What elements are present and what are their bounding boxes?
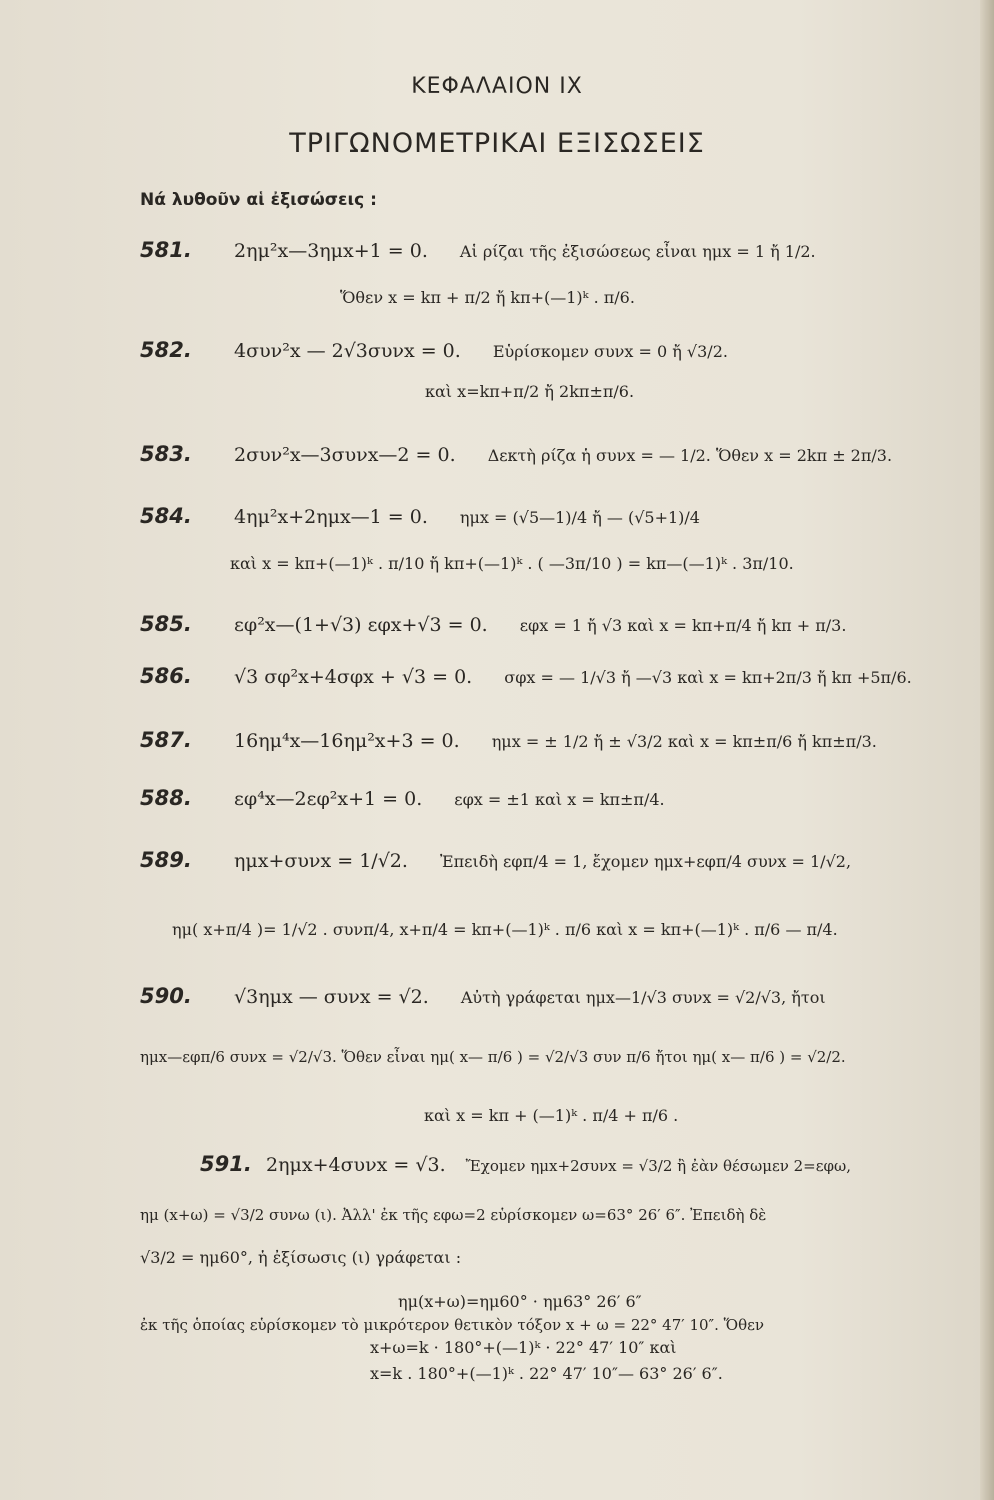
solution-text: Αἱ ρίζαι τῆς ἐξισώσεως εἶναι ημx = 1 ἤ 1/2. [459, 242, 816, 261]
solution-text: ημx = ± 1/2 ἤ ± √3/2 καὶ x = kπ±π/6 ἤ kπ±π/3. [491, 732, 877, 751]
problem-584 [140, 506, 700, 527]
equation: 2συν²x—3συνx—2 = 0. [234, 444, 456, 466]
continuation-line: ημ (x+ω) = √3/2 συνω (ι). Ἀλλ' ἐκ τῆς εφω=2 εὑρίσκομεν ω=63° 26′ 6″. Ἐπειδὴ δὲ [140, 1206, 767, 1224]
problem-number: 582. [140, 338, 192, 362]
problem-586 [140, 666, 912, 687]
equation: 2ημ²x—3ημx+1 = 0. [234, 240, 428, 262]
page-edge-shadow [980, 0, 994, 1500]
problem-number: 591. [200, 1152, 252, 1176]
problem-number: 585. [140, 612, 192, 636]
problem-number: 583. [140, 442, 192, 466]
problem-590 [140, 986, 826, 1007]
problem-587 [140, 730, 877, 751]
problem-591 [200, 1154, 851, 1175]
continuation-line: ημ( x+π/4 )= 1/√2 . συνπ/4, x+π/4 = kπ+(—1)ᵏ . π/6 καὶ x = kπ+(—1)ᵏ . π/6 — π/4. [172, 920, 838, 939]
equation: 2ημx+4συνx = √3. [266, 1154, 446, 1176]
solution-text: Δεκτὴ ρίζα ἡ συνx = — 1/2. Ὅθεν x = 2kπ ± 2π/3. [487, 446, 893, 465]
equation: 16ημ⁴x—16ημ²x+3 = 0. [234, 730, 460, 752]
continuation-line: ημ(x+ω)=ημ60° · ημ63° 26′ 6″ [398, 1292, 642, 1311]
equation: εφ²x—(1+√3) εφx+√3 = 0. [234, 614, 488, 636]
continuation-line: καὶ x = kπ + (—1)ᵏ . π/4 + π/6 . [424, 1106, 679, 1125]
solution-text: εφx = ±1 καὶ x = kπ±π/4. [454, 790, 665, 809]
equation: √3ημx — συνx = √2. [234, 986, 429, 1008]
equation: εφ⁴x—2εφ²x+1 = 0. [234, 788, 423, 810]
continuation-line: √3/2 = ημ60°, ἡ ἐξίσωσις (ι) γράφεται : [140, 1248, 462, 1267]
problem-581 [140, 240, 816, 261]
problem-583 [140, 444, 892, 465]
problem-588 [140, 788, 665, 809]
problem-number: 588. [140, 786, 192, 810]
problem-number: 587. [140, 728, 192, 752]
continuation-line: καὶ x=kπ+π/2 ἤ 2kπ±π/6. [425, 382, 635, 401]
solution-text: Ἔχομεν ημx+2συνx = √3/2 ἢ ἐὰν θέσωμεν 2=εφω, [465, 1157, 852, 1175]
continuation-line: x+ω=k · 180°+(—1)ᵏ · 22° 47′ 10″ καὶ [370, 1338, 677, 1357]
continuation-line: καὶ x = kπ+(—1)ᵏ . π/10 ἤ kπ+(—1)ᵏ . ( —3π/10 ) = kπ—(—1)ᵏ . 3π/10. [230, 554, 794, 573]
solution-text: ημx = (√5—1)/4 ἤ — (√5+1)/4 [459, 508, 700, 527]
problem-number: 581. [140, 238, 192, 262]
problem-number: 590. [140, 984, 192, 1008]
problem-number: 589. [140, 848, 192, 872]
chapter-heading: ΚΕΦΑΛΑΙΟΝ IX [411, 74, 583, 99]
solution-text: σφx = — 1/√3 ἤ —√3 καὶ x = kπ+2π/3 ἤ kπ +5π/6. [504, 668, 912, 687]
solution-text: Εὑρίσκομεν συνx = 0 ἤ √3/2. [492, 342, 728, 361]
equation: 4ημ²x+2ημx—1 = 0. [234, 506, 428, 528]
continuation-line: ημx—εφπ/6 συνx = √2/√3. Ὅθεν εἶναι ημ( x— π/6 ) = √2/√3 συν π/6 ἤτοι ημ( x— π/6 ) = √2/2. [140, 1048, 846, 1066]
instruction-text: Νά λυθοῦν αἱ ἐξισώσεις : [140, 190, 377, 210]
equation: √3 σφ²x+4σφx + √3 = 0. [234, 666, 473, 688]
problem-number: 584. [140, 504, 192, 528]
problem-582 [140, 340, 728, 361]
section-title: ΤΡΙΓΩΝΟΜΕΤΡΙΚΑΙ ΕΞΙΣΩΣΕΙΣ [289, 128, 705, 159]
equation: ημx+συνx = 1/√2. [234, 850, 408, 872]
problem-number: 586. [140, 664, 192, 688]
equation: 4συν²x — 2√3συνx = 0. [234, 340, 461, 362]
problem-585 [140, 614, 846, 635]
continuation-line: Ὅθεν x = kπ + π/2 ἤ kπ+(—1)ᵏ . π/6. [340, 288, 635, 307]
problem-589 [140, 850, 851, 871]
continuation-line: x=k . 180°+(—1)ᵏ . 22° 47′ 10″— 63° 26′ 6″. [370, 1364, 723, 1383]
solution-text: εφx = 1 ἤ √3 καὶ x = kπ+π/4 ἤ kπ + π/3. [519, 616, 847, 635]
solution-text: Αὐτὴ γράφεται ημx—1/√3 συνx = √2/√3, ἤτοι [460, 988, 826, 1007]
solution-text: Ἐπειδὴ εφπ/4 = 1, ἔχομεν ημx+εφπ/4 συνx = 1/√2, [439, 852, 852, 871]
continuation-line: ἐκ τῆς ὁποίας εὑρίσκομεν τὸ μικρότερον θετικὸν τόξον x + ω = 22° 47′ 10″. Ὅθεν [140, 1316, 765, 1334]
